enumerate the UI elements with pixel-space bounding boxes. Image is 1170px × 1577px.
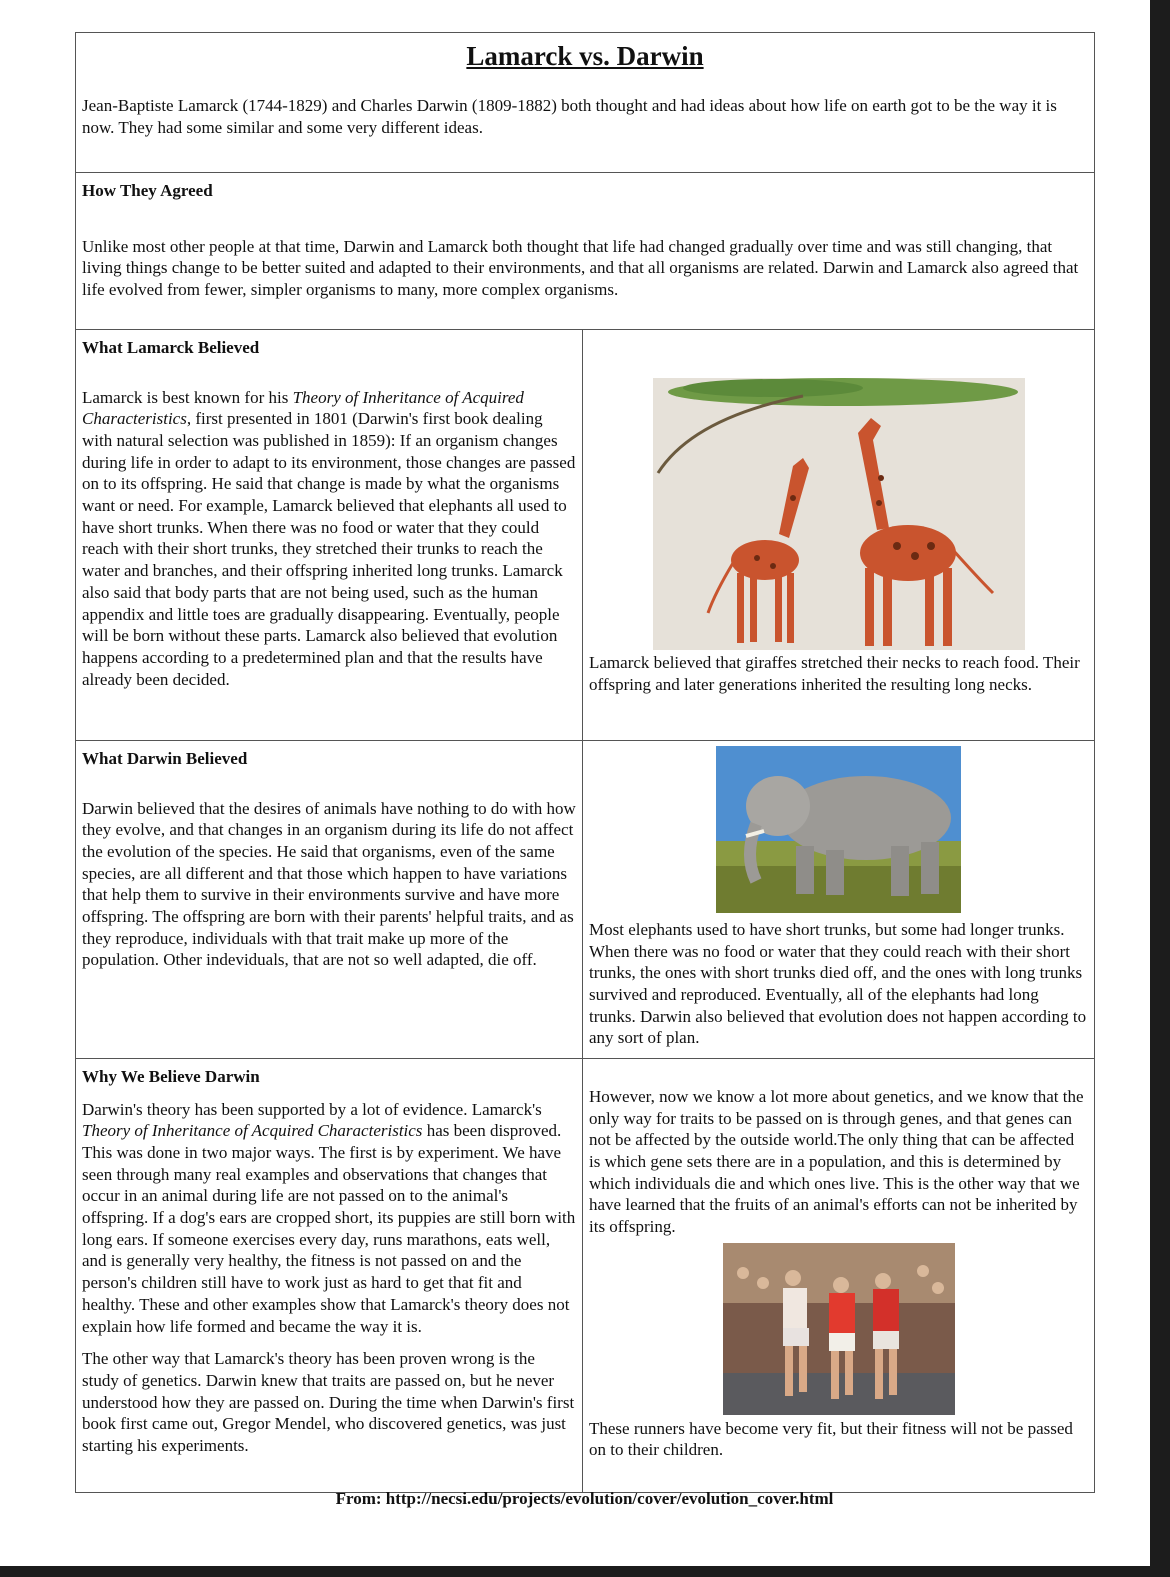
lamarck-text-part: , first presented in 1801 (Darwin's first book dealing with natural selection was published in 1859): If an organism changes during life in order to adapt to its environment, those changes are passed on to its offspring. He said that change is made by what the organisms want or need. For example, Lamarck believed that elephants all used to have short trunks. When there was no food or water that they could reach with their short trunks, they stretched their trunks to reach the water and branches, and their offspring inherited long trunks. Lamarck also said that body parts that are not being used, such as the human appendix and little toes are gradually disappearing. Eventually, people will be born without these parts. Lamarck also believed that evolution happens according to a predetermined plan and that the results have already been decided. (82, 409, 576, 689)
why-text-1 (82, 1099, 576, 1338)
lamarck-theory-title: Theory of Inheritance of Acquired Characteristics (82, 387, 524, 429)
why-row (76, 1058, 1095, 1492)
lamarck-text-part: Lamarck is best known for his (82, 387, 293, 407)
elephant-caption: Most elephants used to have short trunks, but some had longer trunks. When there was no food or water that they could reach with their short trunks, the ones with short trunks died off, and the ones with long trunks survived and reproduced. Eventually, all of the elephants had long trunks. Darwin also believed that evolution does not happen according to any sort of plan. (589, 919, 1087, 1048)
why-heading: Why We Believe Darwin (82, 1066, 260, 1086)
lamarck-heading: What Lamarck Believed (82, 337, 260, 357)
why-text-part: has been disproved. This was done in two major ways. The first is by experiment. We have seen through many real examples and observations that changes that occur in an animal during life are not passed on to the animal's offspring. If a dog's ears are cropped short, its puppies are still born with long ears. If someone exercises every day, runs marathons, eats well, and is generally very healthy, the fitness is not passed on and the person's children still have to work just as hard to get that fit and healthy. These and other examples show that Lamarck's theory does not explain how life formed and became the way it is. (82, 1121, 576, 1336)
agreed-text: Unlike most other people at that time, Darwin and Lamarck both thought that life had changed gradually over time and was still changing, that living things change to be better suited and adapted to their environments, and that all organisms are related. Darwin and Lamarck also agreed that life evolved from fewer, simpler organisms to many, more complex organisms. (82, 236, 1079, 300)
lamarck-text (82, 387, 576, 691)
darwin-row (76, 740, 1095, 1058)
worksheet-table (75, 32, 1095, 1493)
why-theory-title: Theory of Inheritance of Acquired Characteristics (82, 1121, 423, 1141)
intro-text: Jean-Baptiste Lamarck (1744-1829) and Charles Darwin (1809-1882) both thought and had ideas about how life on earth got to be the way it is now. They had some similar and some very different ideas. (82, 96, 1057, 137)
agreed-heading: How They Agreed (82, 181, 213, 200)
runners-cell (583, 1058, 1095, 1492)
agreed-cell (76, 173, 1095, 330)
darwin-text-cell (76, 740, 583, 1058)
agreed-row (76, 173, 1095, 330)
page-title: Lamarck vs. Darwin (466, 41, 704, 71)
why-text-part: Darwin's theory has been supported by a lot of evidence. Lamarck's (82, 1099, 542, 1119)
elephant-photo (716, 746, 961, 913)
darwin-heading: What Darwin Believed (82, 748, 248, 768)
title-row (76, 33, 1095, 173)
title-cell (76, 33, 1095, 173)
giraffe-illustration (653, 378, 1025, 650)
lamarck-row (76, 329, 1095, 740)
giraffe-cell (583, 329, 1095, 740)
source-citation: From: http://necsi.edu/projects/evolution/cover/evolution_cover.html (335, 1489, 834, 1508)
genetics-text: However, now we know a lot more about genetics, and we know that the only way for traits to be passed on is through genes, and that genes can not be affected by the outside world.The only thing that can be affected is which gene sets there are in a population, and this is determined by which individuals die and which ones live. This is the other way that we have learned that the fruits of an animal's efforts can not be inherited by its offspring. (589, 1086, 1084, 1237)
elephant-cell (583, 740, 1095, 1058)
lamarck-text-cell (76, 329, 583, 740)
why-text-cell (76, 1058, 583, 1492)
darwin-text: Darwin believed that the desires of animals have nothing to do with how they evolve, and that changes in an organism during its life do not affect the evolution of the species. He said that organisms, even of the same species, are all different and that those which happen to have variations that help them to survive in their environments survive and have more offspring. The offspring are born with their parents' helpful traits, and as they reproduce, individuals with that trait make up more of the population. Other indeviduals, that are not so well adapted, die off. (82, 798, 576, 970)
runners-caption: These runners have become very fit, but their fitness will not be passed on to their children. (589, 1418, 1073, 1460)
runners-photo (723, 1243, 955, 1415)
why-text-2: The other way that Lamarck's theory has been proven wrong is the study of genetics. Darwin knew that traits are passed on, but he never understood how they are passed on. During the time when Darwin's first book first came out, Gregor Mendel, who discovered genetics, was just starting his experiments. (82, 1349, 575, 1456)
giraffe-caption: Lamarck believed that giraffes stretched their necks to reach food. Their offspring and later generations inherited the resulting long necks. (589, 652, 1080, 694)
